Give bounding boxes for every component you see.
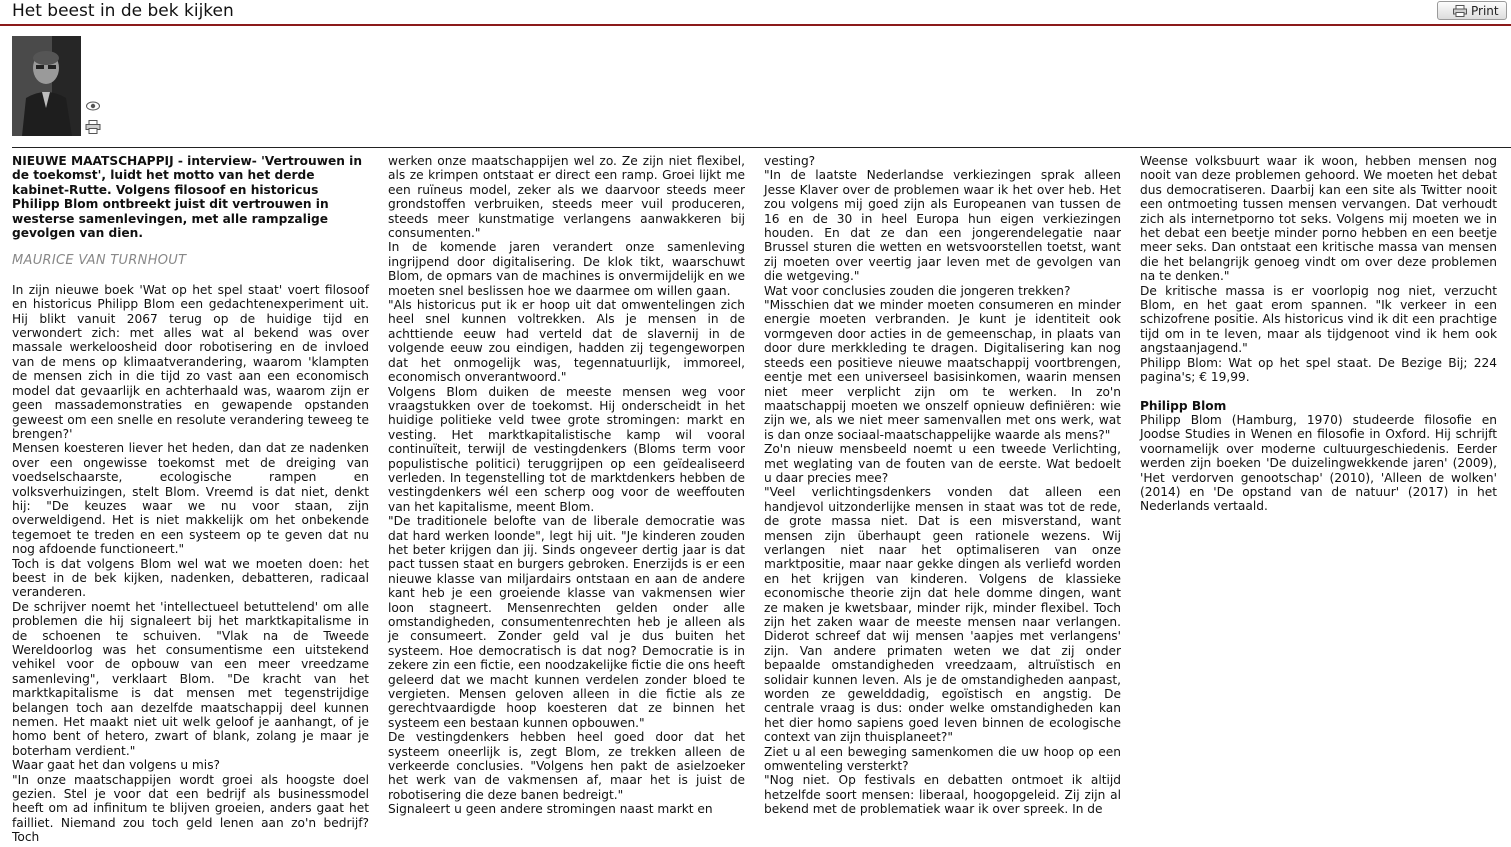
paragraph: "De traditionele belofte van de liberale democratie was dat hard werken loonde", legt hij uit. "Je kinderen zouden het beter krijgen dan jij. Sinds ongeveer dertig jaar is dat pact tussen staat en burgers gebroken. Enerzijds is er een nieuwe klasse van miljardairs ontstaan en aan de andere kant heb je een groeiende klasse van vakmensen wier loon stagneert. Mensenrechten gelden onder alle omstandigheden, consumentenrechten heb je alleen als je consumeert. Zonder geld val je dus buiten het systeem. Hoe democratisch is dat nog? Democratie is in zekere zin een fictie, een noodzakelijke fictie die ons heeft geleerd dat we macht kunnen verdelen zonder bloed te vergieten. Mensen geloven alleen in die fictie als ze gerechtvaardigde hoop koesteren dat ze binnen het systeem een bestaan kunnen opbouwen." bbox=[388, 514, 745, 730]
article-column-3 bbox=[764, 154, 1121, 834]
printer-icon[interactable] bbox=[85, 120, 101, 134]
print-button[interactable] bbox=[1437, 1, 1507, 20]
paragraph: Waar gaat het dan volgens u mis? bbox=[12, 758, 221, 773]
author-photo bbox=[12, 36, 81, 136]
print-button-label: Print bbox=[1471, 4, 1499, 18]
paragraph: In zijn nieuwe boek 'Wat op het spel staat' voert filosoof en historicus Philipp Blom een gedachtenexperiment uit. Hij blikt vanuit 2067 terug op de huidige tijd en verwondert zich: met alles wat al bekend was over massale werkeloosheid door robotisering en de invloed van de mens op klimaatverandering, waarom 'klampten de mensen zich in die tijd zo vast aan een economisch model dat gevaarlijk en achterhaald was, waarom zijn er geen massademonstraties en gewapende opstanden geweest om een snelle en resolute verandering teweeg te brengen?' bbox=[12, 282, 369, 441]
paragraph: vesting? bbox=[764, 154, 816, 168]
paragraph: Zo'n nieuw mensbeeld noemt u een tweede Verlichting, met weglating van de fouten van de eerste. Wat bedoelt u daar precies mee? bbox=[764, 442, 1121, 485]
bio-text: Philipp Blom (Hamburg, 1970) studeerde filosofie en Joodse Studies in Wenen en filosofie in Oxford. Hij schrijft voornamelijk over moderne cultuurgeschiedenis. Eerder werden zijn boeken 'De duizelingwekkende jaren' (2009), 'Het verdorven genootschap' (2010), 'Alleen de wolken' (2014) en 'De opstand van de natuur' (2017) in het Nederlands vertaald. bbox=[1140, 412, 1497, 514]
header-bar bbox=[0, 0, 1511, 26]
portrait-image bbox=[12, 36, 81, 136]
article-column-2 bbox=[388, 154, 745, 834]
eye-icon[interactable] bbox=[85, 99, 101, 113]
paragraph: Mensen koesteren liever het heden, dan dat ze nadenken over een ongewisse toekomst met de dreiging van voedselschaarste, ecologische rampen en volksverhuizingen, stelt Blom. Vreemd is dat niet, denkt hij: "De keuzes waar we nu voor staan, zijn overweldigend. Het is niet makkelijk om het onbekende tegemoet te treden en een systeem op te geven dat nu nog afdoende functioneert." bbox=[12, 441, 369, 557]
paragraph: werken onze maatschappijen wel zo. Ze zijn niet flexibel, als ze krimpen ontstaat er direct een ramp. Groei lijkt me een ruïneus model, zeker als we daarvoor steeds meer grondstoffen verbruiken, steeds meer vuil produceren, steeds meer kunstmatige verlangens aanwakkeren bij consumenten." bbox=[388, 154, 745, 241]
paragraph: "Nog niet. Op festivals en debatten ontmoet ik altijd hetzelfde soort mensen: liberaal, hoogopgeleid. Zij zijn al bekend met de problematiek waar ik over spreek. In de bbox=[764, 773, 1121, 817]
paragraph: "In onze maatschappijen wordt groei als hoogste doel gezien. Stel je voor dat een bedrijf als businessmodel heeft om ad infinitum te blijven groeien, anders gaat het failliet. Niemand zou toch geld lenen aan zo'n bedrijf? Toch bbox=[12, 772, 369, 845]
paragraph: Toch is dat volgens Blom wel wat we moeten doen: het beest in de bek kijken, nadenken, debatteren, radicaal veranderen. bbox=[12, 556, 369, 600]
article-divider bbox=[12, 147, 1511, 148]
paragraph: Wat voor conclusies zouden die jongeren trekken? bbox=[764, 283, 1071, 298]
paragraph: Volgens Blom duiken de meeste mensen weg voor vraagstukken over de toekomst. Hij onderscheidt in het huidige politieke veld twee grote stromingen: markt en vesting. Het marktkapitalistische kamp wil vooral continuïteit, terwijl de vestingdenkers (Bloms term voor populistische politici) teruggrijpen op een geïdealiseerd verleden. In tegenstelling tot de marktdenkers hebben de vestingdenkers wél een scherp oog voor de weeffouten van het kapitalisme, meent Blom. bbox=[388, 384, 745, 514]
paragraph: De kritische massa is er voorlopig nog niet, verzucht Blom, en het gaat erom spannen. "Ik verkeer in een schizofrene positie. Als historicus vind ik dit een prachtige tijd om in te leven, maar als tijdgenoot vind ik hem ook angstaanjagend." bbox=[1140, 283, 1497, 356]
paragraph: Ziet u al een beweging samenkomen die uw hoop op een omwenteling versterkt? bbox=[764, 744, 1121, 774]
printer-icon bbox=[1453, 5, 1467, 17]
page-title: Het beest in de bek kijken bbox=[12, 1, 234, 21]
article-column-4 bbox=[1140, 154, 1497, 834]
paragraph: De schrijver noemt het 'intellectueel betuttelend' om alle problemen die hij signaleert bij het marktkapitalisme in de schoenen te schuiven. "Vlak na de Tweede Wereldoorlog was het consumentisme een uitstekend vehikel voor de opbouw van een meer vreedzame samenleving", verklaart Blom. "De kracht van het marktkapitalisme is dat mensen met tegenstrijdige belangen toch aan dezelfde maatschappij deel kunnen nemen. Het maakt niet uit welk geloof je aanhangt, of je homo bent of hetero, zwart of blank, zolang je maar je boterham verdient." bbox=[12, 599, 369, 758]
paragraph: Signaleert u geen andere stromingen naast markt en bbox=[388, 802, 713, 817]
article-lead: NIEUWE MAATSCHAPPIJ - interview- 'Vertrouwen in de toekomst', luidt het motto van het derde kabinet-Rutte. Volgens filosoof en historicus Philipp Blom ontbreekt juist dit vertrouwen in westerse samenlevingen, met alle rampzalige gevolgen van dien. bbox=[12, 154, 363, 241]
paragraph: De vestingdenkers hebben heel goed door dat het systeem oneerlijk is, zegt Blom, ze trekken alleen de verkeerde conclusies. "Volgens hen pakt de asielzoeker het werk van de vakmensen af, maar het is juist de robotisering die deze banen bedreigt." bbox=[388, 730, 745, 802]
paragraph: "Veel verlichtingsdenkers vonden dat alleen een handjevol uitzonderlijke mensen in staat was tot de rede, de grote massa niet. Dat is een misverstand, want mensen zijn überhaupt geen rationele wezens. Wij verlangen niet naar het optimaliseren van onze marktpositie, maar naar gekke dingen als verliefd worden en het krijgen van kinderen. Volgens de klassieke economische theorie zijn dat hele domme dingen, want ze maken je kwetsbaar, minder rijk, minder flexibel. Toch zijn het zaken waar de meeste mensen naar verlangen. Diderot schreef dat wij mensen 'aapjes met verlangens' zijn. Van andere primaten weten we dat zij onder bepaalde omstandigheden vreedzaam, altruïstisch en solidair kunnen leven. Als je de omstandigheden aanpast, worden ze gewelddadig, egoïstisch en angstig. De centrale vraag is dus: onder welke omstandigheden kan het dier homo sapiens goed leven binnen de ecologische context van zijn thuisplaneet?" bbox=[764, 485, 1121, 745]
paragraph: Weense volksbuurt waar ik woon, hebben mensen nog nooit van deze problemen gehoord. We moeten het debat dus democratiseren. Daarbij kan een site als Twitter nooit een ontmoeting tussen mensen vervangen. Dat verhoudt zich als internetporno tot seks. Volgens mij moeten we in het debat een beetje minder porno hebben en een beetje meer seks. Dan ontstaat een kritische massa van mensen die het belangrijk genoeg vindt om over deze problemen na te denken." bbox=[1140, 154, 1497, 284]
article-column-1 bbox=[12, 154, 369, 845]
paragraph: In de komende jaren verandert onze samenleving ingrijpend door digitalisering. De klok tikt, waarschuwt Blom, de opmars van de machines is onvermijdelijk en we moeten snel beslissen hoe we daarmee om willen gaan. bbox=[388, 240, 745, 298]
article-author: MAURICE VAN TURNHOUT bbox=[12, 253, 187, 269]
paragraph: "Misschien dat we minder moeten consumeren en minder energie moeten verbranden. Je kunt je identiteit ook vormgeven door acties in de gemeenschap, in plaats van door dure merkkleding te dragen. Digitalisering kan nog steeds een positieve nieuwe maatschappij voortbrengen, eentje met een universeel basisinkomen, waarin mensen niet meer verplicht zijn om te werken. In zo'n maatschappij moeten we onszelf opnieuw definiëren: wie zijn we, als we niet meer samenvallen met ons werk, wat is dan onze sociaal-maatschappelijke waarde als mens?" bbox=[764, 298, 1121, 442]
bio-heading: Philipp Blom bbox=[1140, 398, 1227, 413]
paragraph: "In de laatste Nederlandse verkiezingen sprak alleen Jesse Klaver over de problemen waar ik het over heb. Het zou volgens mij goed zijn als Europeanen van tussen de 16 en de 30 in heel Europa hun eigen verkiezingen houden. En dat ze dan een jongerendelegatie naar Brussel sturen die wetten en wetsvoorstellen toetst, want zij moeten over veertig jaar leven met de gevolgen van die wetgeving." bbox=[764, 168, 1121, 284]
paragraph: Philipp Blom: Wat op het spel staat. De Bezige Bij; 224 pagina's; € 19,99. bbox=[1140, 355, 1497, 385]
paragraph: "Als historicus put ik er hoop uit dat omwentelingen zich heel snel kunnen voltrekken. Als je mensen in de achttiende eeuw had verteld dat de slavernij in de volgende eeuw zou eindigen, hadden zij tegengeworpen dat het onmogelijk was, tegennatuurlijk, immoreel, economisch onverantwoord." bbox=[388, 298, 745, 385]
